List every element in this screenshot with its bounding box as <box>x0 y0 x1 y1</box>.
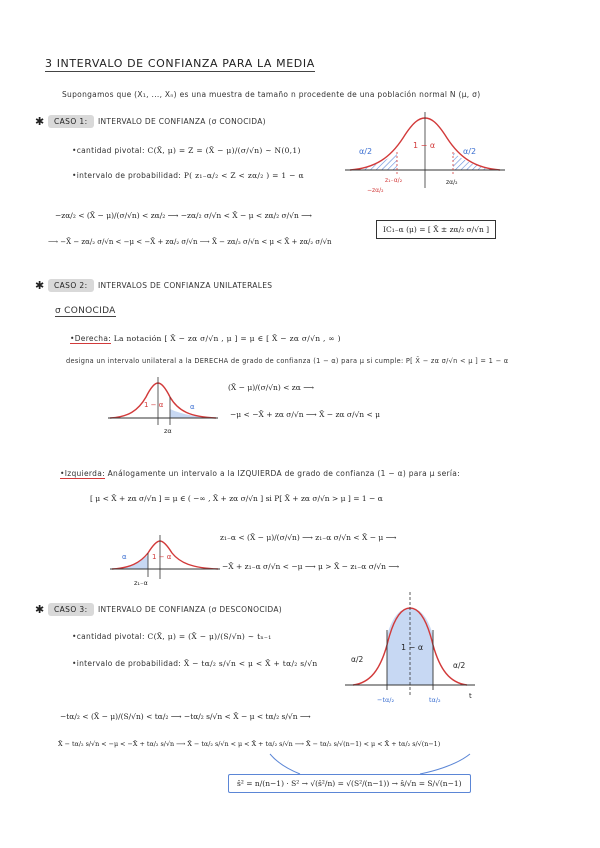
case1-pivot-formula: C(X̄, μ) = Z = (X̄ − μ)/(σ/√n) ~ N(0,1) <box>147 146 301 155</box>
case1-star-icon: ✱ <box>35 115 45 128</box>
case3-note-box: ŝ² = n/(n−1) · S² → √(ŝ²/n) = √(S²/(n−1)) → ŝ/√n = S/√(n−1) <box>228 774 471 793</box>
case3-center-label: 1 − α <box>401 643 424 652</box>
case2-heading: INTERVALOS DE CONFIANZA UNILATERALES <box>98 281 273 290</box>
case3-right-tick: tα/₂ <box>429 696 441 704</box>
intro-text: Supongamos que (X₁, ..., Xₙ) es una muestra de tamaño n procedente de una población normal N (μ, σ) <box>62 90 481 99</box>
case2-right-text2: designa un intervalo unilateral a la DERECHA de grado de confianza (1 − α) para μ si cumple: P[ X̄ − zα σ/√n < μ ] = 1 − α <box>66 357 509 365</box>
case1-right-tail-label: α/2 <box>463 147 477 156</box>
case1-normal-plot <box>345 110 505 195</box>
case2-right-tail-label: α <box>190 403 195 411</box>
case1-result-box: IC₁₋α (μ) = [ X̄ ± zα/₂ σ/√n ] <box>376 220 496 239</box>
case1-left-tick-sub: −zα/₂ <box>367 187 384 194</box>
case1-chip: CASO 1: <box>48 115 94 128</box>
case1-center-label: 1 − α <box>413 141 436 150</box>
case3-chip: CASO 3: <box>48 603 94 616</box>
case2-left-plot <box>110 535 220 590</box>
case3-left-tail-label: α/2 <box>351 655 364 664</box>
case1-left-tail-label: α/2 <box>359 147 373 156</box>
case2-right-label: •Derecha: <box>70 334 112 343</box>
case1-step2: ⟶ −X̄ − zα/₂ σ/√n < −μ < −X̄ + zα/₂ σ/√n ⟶ X̄ − zα/₂ σ/√n < μ < X̄ + zα/₂ σ/√n <box>48 238 332 246</box>
case3-right-tail-label: α/2 <box>453 661 466 670</box>
case2-left-tail <box>112 555 148 569</box>
case1-pivot-label: •cantidad pivotal: <box>72 146 145 155</box>
case3-heading: INTERVALO DE CONFIANZA (σ DESCONOCIDA) <box>98 605 283 614</box>
case1-right-tick: zα/₂ <box>446 179 458 186</box>
case1-step1: −zα/₂ < (X̄ − μ)/(σ/√n) < zα/₂ ⟶ −zα/₂ σ/√n < X̄ − μ < zα/₂ σ/√n ⟶ <box>55 211 312 220</box>
case2-left-tail-label: α <box>122 553 127 561</box>
case2-right-text1: La notación [ X̄ − zα σ/√n , μ ] = μ ∈ [ X̄ − zα σ/√n , ∞ ) <box>113 334 341 343</box>
case2-left-deriv2: −X̄ + z₁₋α σ/√n < −μ ⟶ μ > X̄ − z₁₋α σ/√n ⟶ <box>222 562 400 571</box>
case3-left-tick: −tα/₂ <box>377 696 395 704</box>
case2-left-tick: z₁₋α <box>134 579 148 587</box>
case3-step1: −tα/₂ < (X̄ − μ)/(S/√n) < tα/₂ ⟶ −tα/₂ s/√n < X̄ − μ < tα/₂ s/√n ⟶ <box>60 712 311 721</box>
case2-subheading: σ CONOCIDA <box>55 306 116 316</box>
case3-prob-formula: X̄ − tα/₂ s/√n < μ < X̄ + tα/₂ s/√n <box>183 659 318 668</box>
case2-right-plot <box>108 375 218 435</box>
case2-left-center: 1 − α <box>152 553 172 561</box>
case2-left-text1: Análogamente un intervalo a la IZQUIERDA de grado de confianza (1 − α) para μ sería: <box>107 469 461 478</box>
case3-step2: X̄ − tα/₂ s/√n < −μ < −X̄ + tα/₂ s/√n ⟶ X̄ − tα/₂ s/√n < μ < X̄ + tα/₂ s/√n ⟶ X̄ − tα/₂ s/√(n−1) < μ < X̄ + tα/₂ s/√(n−1) <box>58 740 441 748</box>
case1-prob-label: •intervalo de probabilidad: <box>72 171 182 180</box>
case3-prob-label: •intervalo de probabilidad: <box>72 659 182 668</box>
case2-left-label: •Izquierda: <box>60 469 105 478</box>
case2-chip: CASO 2: <box>48 279 94 292</box>
case2-right-deriv1: (X̄ − μ)/(σ/√n) < zα ⟶ <box>228 383 314 392</box>
case1-left-tick: z₁₋α/₂ <box>385 177 403 184</box>
case3-axis-label: t <box>469 692 472 700</box>
case1-prob-formula: P( z₁₋α/₂ < Z < zα/₂ ) = 1 − α <box>183 171 304 180</box>
case2-left-text2: [ μ < X̄ + zα σ/√n ] = μ ∈ ( −∞ , X̄ + zα σ/√n ] si P[ X̄ + zα σ/√n > μ ] = 1 − α <box>90 494 383 503</box>
case3-pivot-label: •cantidad pivotal: <box>72 632 145 641</box>
case1-heading: INTERVALO DE CONFIANZA (σ CONOCIDA) <box>98 117 266 126</box>
page-title: 3 INTERVALO DE CONFIANZA PARA LA MEDIA <box>45 57 315 70</box>
case2-right-center: 1 − α <box>144 401 164 409</box>
case2-star-icon: ✱ <box>35 279 45 292</box>
case2-right-tick: zα <box>164 427 172 435</box>
case3-arrows <box>240 752 480 776</box>
case3-pivot-formula: C(X̄, μ) = (X̄ − μ)/(S/√n) ~ tₙ₋₁ <box>147 632 272 641</box>
case2-right-deriv2: −μ < −X̄ + zα σ/√n ⟶ X̄ − zα σ/√n < μ <box>230 410 381 419</box>
case3-t-plot <box>345 590 480 710</box>
case2-left-deriv1: z₁₋α < (X̄ − μ)/(σ/√n) ⟶ z₁₋α σ/√n < X̄ − μ ⟶ <box>220 533 397 542</box>
case3-star-icon: ✱ <box>35 603 45 616</box>
